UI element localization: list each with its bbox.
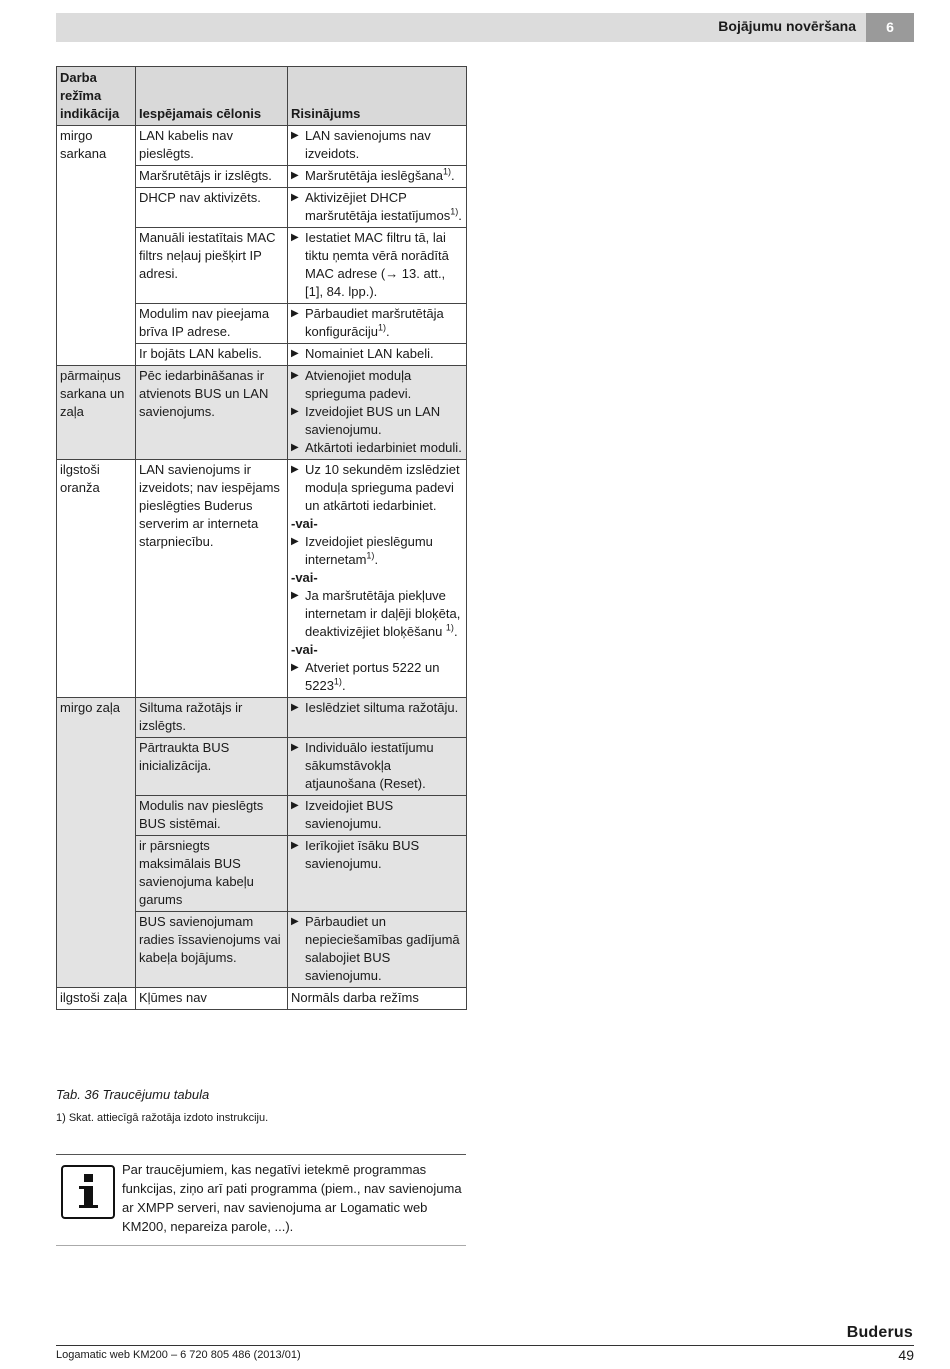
solution-step bbox=[291, 127, 463, 163]
solution-step bbox=[291, 167, 463, 185]
footer-divider bbox=[56, 1345, 914, 1346]
col-header-solution: Risinājums bbox=[288, 67, 467, 126]
cause-cell: Pēc iedarbināšanas ir atvienots BUS un LAN savienojums. bbox=[136, 366, 288, 460]
brand-logo: Buderus bbox=[846, 1324, 913, 1341]
triangle-bullet-icon: ▶ bbox=[291, 800, 299, 811]
footnote-ref: 1) bbox=[445, 622, 454, 633]
triangle-bullet-icon: ▶ bbox=[291, 916, 299, 927]
solution-cell bbox=[288, 126, 467, 166]
solution-text: Izveidojiet BUS savienojumu. bbox=[305, 798, 394, 831]
solution-text: Izveidojiet pieslēgumu internetam bbox=[305, 534, 433, 567]
triangle-bullet-icon: ▶ bbox=[291, 442, 299, 453]
solution-text: Maršrutētāja ieslēgšana bbox=[305, 168, 444, 183]
page-header bbox=[56, 13, 914, 42]
solution-cell bbox=[288, 366, 467, 460]
solution-cell bbox=[288, 304, 467, 344]
cause-cell: BUS savienojumam radies īssavienojums vai kabeļa bojājums. bbox=[136, 912, 288, 988]
footnote-ref: 1) bbox=[443, 166, 452, 177]
solution-text: Ieslēdziet siltuma ražotāju. bbox=[305, 700, 459, 715]
solution-cell bbox=[288, 796, 467, 836]
footnote-ref: 1) bbox=[378, 322, 387, 333]
solution-punctuation: . bbox=[341, 678, 346, 693]
solution-punctuation: . bbox=[458, 208, 462, 223]
triangle-bullet-icon: ▶ bbox=[291, 536, 299, 547]
solution-step bbox=[291, 461, 463, 515]
solution-step bbox=[291, 229, 463, 301]
solution-step bbox=[291, 189, 463, 225]
cause-cell: Ir bojāts LAN kabelis. bbox=[136, 344, 288, 366]
solution-step bbox=[291, 345, 463, 363]
footnote-ref: 1) bbox=[333, 676, 342, 687]
table-row bbox=[57, 366, 467, 460]
footnote: 1) Skat. attiecīgā ražotāja izdoto instrukciju. bbox=[56, 1112, 269, 1124]
cause-cell: Manuāli iestatītais MAC filtrs neļauj piešķirt IP adresi. bbox=[136, 228, 288, 304]
solution-cell bbox=[288, 460, 467, 698]
triangle-bullet-icon: ▶ bbox=[291, 662, 299, 673]
footnote-ref: 1) bbox=[450, 206, 459, 217]
table-row bbox=[57, 126, 467, 166]
document-id: Logamatic web KM200 – 6 720 805 486 (2013/01) bbox=[56, 1349, 301, 1361]
triangle-bullet-icon: ▶ bbox=[291, 232, 299, 243]
solution-punctuation: . bbox=[451, 168, 455, 183]
solution-text: Izveidojiet BUS un LAN savienojumu. bbox=[305, 404, 441, 437]
cause-cell: LAN kabelis nav pieslēgts. bbox=[136, 126, 288, 166]
triangle-bullet-icon: ▶ bbox=[291, 590, 299, 601]
solution-cell bbox=[288, 344, 467, 366]
solution-text: Atvienojiet moduļa sprieguma padevi. bbox=[305, 368, 412, 401]
triangle-bullet-icon: ▶ bbox=[291, 192, 299, 203]
solution-step bbox=[291, 797, 463, 833]
info-icon bbox=[61, 1165, 115, 1219]
solution-step bbox=[291, 837, 463, 873]
info-note-text: Par traucējumiem, kas negatīvi ietekmē programmas funkcijas, ziņo arī pati programma (piem., nav savienojuma ar XMPP serveri, nav savienojuma ar Logamatic web KM200, nepareiza parole, ...). bbox=[122, 1162, 462, 1234]
triangle-bullet-icon: ▶ bbox=[291, 742, 299, 753]
page-number: 49 bbox=[898, 1347, 914, 1363]
cause-cell: Siltuma ražotājs ir izslēgts. bbox=[136, 698, 288, 738]
table-row bbox=[57, 698, 467, 738]
troubleshooting-table bbox=[56, 66, 467, 1010]
col-header-indication: Darba režīma indikācija bbox=[57, 67, 136, 126]
triangle-bullet-icon: ▶ bbox=[291, 130, 299, 141]
solution-step bbox=[291, 587, 463, 641]
solution-text: Nomainiet LAN kabeli. bbox=[305, 346, 434, 361]
solution-cell bbox=[288, 188, 467, 228]
solution-text: Ierīkojiet īsāku BUS savienojumu. bbox=[305, 838, 420, 871]
solution-step bbox=[291, 699, 463, 717]
cause-cell: Maršrutētājs ir izslēgts. bbox=[136, 166, 288, 188]
triangle-bullet-icon: ▶ bbox=[291, 702, 299, 713]
indication-cell: ilgstoši zaļa bbox=[57, 988, 136, 1010]
cause-cell: DHCP nav aktivizēts. bbox=[136, 188, 288, 228]
indication-cell: mirgo sarkana bbox=[57, 126, 136, 366]
solution-cell bbox=[288, 738, 467, 796]
or-separator: -vai- bbox=[291, 642, 318, 657]
table-row bbox=[57, 988, 467, 1010]
triangle-bullet-icon: ▶ bbox=[291, 464, 299, 475]
triangle-bullet-icon: ▶ bbox=[291, 170, 299, 181]
solution-text: Pārbaudiet maršrutētāja konfigurāciju bbox=[305, 306, 444, 339]
solution-step bbox=[291, 533, 463, 569]
table-row bbox=[57, 460, 467, 698]
solution-text: LAN savienojums nav izveidots. bbox=[305, 128, 431, 161]
cause-cell: ir pārsniegts maksimālais BUS savienojuma kabeļu garums bbox=[136, 836, 288, 912]
cause-cell: Modulim nav pieejama brīva IP adrese. bbox=[136, 304, 288, 344]
solution-cell bbox=[288, 166, 467, 188]
solution-cell bbox=[288, 912, 467, 988]
solution-cell bbox=[288, 228, 467, 304]
footnote-ref: 1) bbox=[366, 550, 375, 561]
info-note bbox=[56, 1154, 466, 1246]
solution-text: Atkārtoti iedarbiniet moduli. bbox=[305, 440, 462, 455]
cause-cell: Modulis nav pieslēgts BUS sistēmai. bbox=[136, 796, 288, 836]
solution-text: Individuālo iestatījumu sākumstāvokļa atjaunošana (Reset). bbox=[305, 740, 434, 791]
solution-text: Uz 10 sekundēm izslēdziet moduļa sprieguma padevi un atkārtoti iedarbiniet. bbox=[305, 462, 460, 513]
solution-text: Ja maršrutētāja piekļuve internetam ir daļēji bloķēta, deaktivizējiet bloķēšanu bbox=[305, 588, 461, 639]
col-header-cause: Iespējamais cēlonis bbox=[136, 67, 288, 126]
solution-cell bbox=[288, 836, 467, 912]
cause-cell: Pārtraukta BUS inicializācija. bbox=[136, 738, 288, 796]
triangle-bullet-icon: ▶ bbox=[291, 308, 299, 319]
solution-step bbox=[291, 305, 463, 341]
section-title: Bojājumu novēršana bbox=[718, 18, 856, 34]
cause-cell: LAN savienojums ir izveidots; nav iespējams pieslēgties Buderus serverim ar interneta starpniecību. bbox=[136, 460, 288, 698]
indication-cell: mirgo zaļa bbox=[57, 698, 136, 988]
triangle-bullet-icon: ▶ bbox=[291, 840, 299, 851]
indication-cell: pārmaiņus sarkana un zaļa bbox=[57, 366, 136, 460]
solution-punctuation: . bbox=[374, 552, 379, 567]
or-separator: -vai- bbox=[291, 516, 318, 531]
solution-cell bbox=[288, 988, 467, 1010]
table-caption: Tab. 36 Traucējumu tabula bbox=[56, 1087, 210, 1102]
cause-cell: Kļūmes nav bbox=[136, 988, 288, 1010]
solution-punctuation: . bbox=[386, 324, 390, 339]
indication-cell: ilgstoši oranža bbox=[57, 460, 136, 698]
solution-step bbox=[291, 659, 463, 695]
solution-text: Iestatiet MAC filtru tā, lai tiktu ņemta vērā norādītā MAC adrese (→ 13. att., [1], 84. lpp.). bbox=[305, 230, 449, 299]
chapter-number: 6 bbox=[866, 13, 914, 42]
solution-step bbox=[291, 913, 463, 985]
solution-step bbox=[291, 439, 463, 457]
solution-step bbox=[291, 739, 463, 793]
triangle-bullet-icon: ▶ bbox=[291, 406, 299, 417]
solution-text: Atveriet portus 5222 un 5223 bbox=[305, 660, 440, 693]
solution-punctuation: . bbox=[453, 624, 458, 639]
solution-step bbox=[291, 403, 463, 439]
table-header-row bbox=[57, 67, 467, 126]
solution-cell bbox=[288, 698, 467, 738]
solution-text: Normāls darba režīms bbox=[291, 990, 419, 1005]
or-separator: -vai- bbox=[291, 570, 318, 585]
triangle-bullet-icon: ▶ bbox=[291, 370, 299, 381]
solution-step bbox=[291, 367, 463, 403]
solution-text: Pārbaudiet un nepieciešamības gadījumā salabojiet BUS savienojumu. bbox=[305, 914, 460, 983]
triangle-bullet-icon: ▶ bbox=[291, 348, 299, 359]
solution-text: Aktivizējiet DHCP maršrutētāja iestatījumos bbox=[305, 190, 451, 223]
